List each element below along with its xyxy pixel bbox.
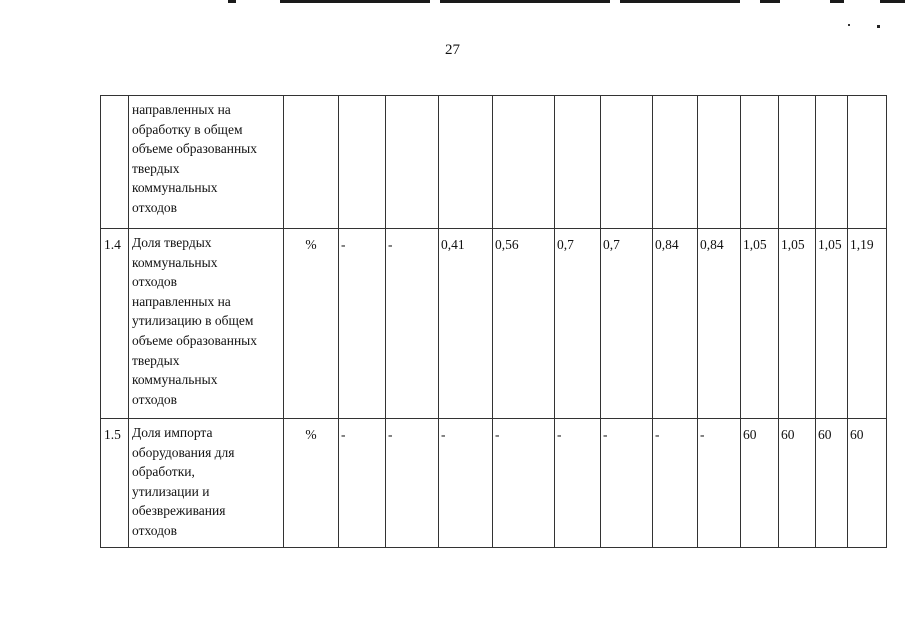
scan-mark [880, 0, 905, 3]
scan-mark [760, 0, 780, 3]
value-cell [741, 96, 779, 229]
indicator-name-line: отходов [132, 199, 178, 215]
value-cell: - [555, 419, 601, 548]
value-cell [555, 96, 601, 229]
indicator-name-line: твердых [132, 160, 180, 176]
table-row [101, 96, 887, 229]
indicator-name-line: Доля твердых [132, 235, 212, 250]
scan-mark [440, 0, 610, 3]
value-cell: - [698, 419, 741, 548]
value-cell [848, 96, 887, 229]
unit-cell [284, 96, 339, 229]
row-number-cell: 1.4 [101, 229, 129, 419]
indicator-name-line: отходов [132, 274, 178, 290]
indicator-name-line: оборудования для [132, 444, 235, 460]
indicator-name-cell [129, 96, 284, 229]
value-cell [653, 96, 698, 229]
value-cell [439, 96, 493, 229]
indicator-name-line: объеме образованных [132, 332, 257, 348]
value-cell: - [493, 419, 555, 548]
value-cell: 1,05 [816, 229, 848, 419]
page-number: 27 [445, 42, 460, 58]
value-cell [698, 96, 741, 229]
indicator-name-line: направленных на [132, 293, 231, 309]
indicator-name-line: направленных на [132, 102, 231, 117]
row-number-cell: 1.5 [101, 419, 129, 548]
value-cell: 0,41 [439, 229, 493, 419]
scan-mark [830, 0, 844, 3]
indicator-name-line: отходов [132, 391, 178, 407]
unit-cell: % [284, 229, 339, 419]
scan-dot [848, 24, 850, 26]
value-cell: - [386, 229, 439, 419]
indicator-name-line: утилизации и [132, 483, 210, 499]
indicator-name-line: обработки, [132, 464, 195, 480]
value-cell: 1,05 [779, 229, 816, 419]
value-cell: 0,7 [555, 229, 601, 419]
value-cell [779, 96, 816, 229]
value-cell: - [339, 419, 386, 548]
indicator-name-line: коммунальных [132, 254, 218, 270]
indicator-name-line: коммунальных [132, 180, 218, 196]
value-cell: 1,19 [848, 229, 887, 419]
row-number-cell [101, 96, 129, 229]
indicator-name-line: утилизацию в общем [132, 313, 254, 329]
indicators-table [100, 95, 887, 548]
unit-cell: % [284, 419, 339, 548]
value-cell: 0,56 [493, 229, 555, 419]
value-cell: - [339, 229, 386, 419]
indicator-name-line: отходов [132, 522, 178, 538]
value-cell: - [386, 419, 439, 548]
value-cell: 0,84 [653, 229, 698, 419]
scan-mark [280, 0, 430, 3]
scan-dot [877, 25, 880, 28]
indicator-name-cell [129, 229, 284, 419]
value-cell: 60 [816, 419, 848, 548]
value-cell: - [439, 419, 493, 548]
scan-mark [620, 0, 740, 3]
indicator-name-line: твердых [132, 352, 180, 368]
value-cell: 0,84 [698, 229, 741, 419]
value-cell [816, 96, 848, 229]
value-cell [339, 96, 386, 229]
value-cell [386, 96, 439, 229]
value-cell: 60 [741, 419, 779, 548]
value-cell: - [653, 419, 698, 548]
value-cell: - [601, 419, 653, 548]
indicator-name-line: коммунальных [132, 372, 218, 388]
indicator-name-line: обработку в общем [132, 121, 243, 137]
indicator-name-line: Доля импорта [132, 425, 213, 440]
value-cell [601, 96, 653, 229]
value-cell [493, 96, 555, 229]
value-cell: 0,7 [601, 229, 653, 419]
indicator-name-line: объеме образованных [132, 141, 257, 157]
table-row [101, 419, 887, 548]
indicator-name-line: обезвреживания [132, 503, 226, 519]
scan-mark [228, 0, 236, 3]
value-cell: 60 [779, 419, 816, 548]
indicator-name-cell [129, 419, 284, 548]
scan-artifact-top [0, 0, 905, 10]
value-cell: 60 [848, 419, 887, 548]
table-row [101, 229, 887, 419]
value-cell: 1,05 [741, 229, 779, 419]
